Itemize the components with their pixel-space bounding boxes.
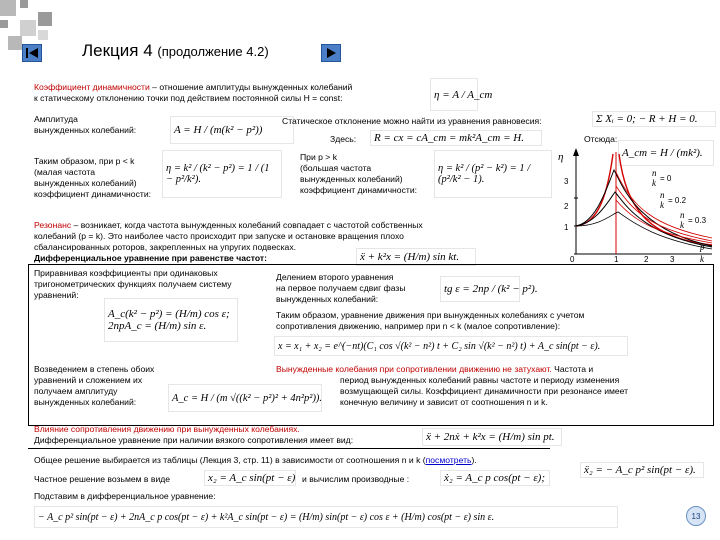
from-label: Отсюда: xyxy=(584,134,618,144)
second-derivative-formula: ẍ₂ = − A_c p² sin(pt − ε). xyxy=(580,462,704,478)
first-derivative-formula: ẋ₂ = A_c p cos(pt − ε); xyxy=(440,470,550,486)
equate-text-2: тригонометрических функциях получаем систему xyxy=(34,279,232,289)
amplitude-damped-formula: A_c = H / (m √((k² − p²)² + 4n²p²)). xyxy=(168,384,322,412)
corner-square xyxy=(8,36,22,50)
phase-shift-formula: tg ε = 2np / (k² − p²). xyxy=(440,276,520,302)
eta-definition-formula: η = A / A_ст xyxy=(430,78,478,111)
corner-square xyxy=(0,0,16,16)
graph-label-n1: n xyxy=(660,190,665,200)
graph-tick-label-y1: 1 xyxy=(564,223,569,232)
resonance-line2: колебаний (p = k). Это наиболее часто происходит при запуске и остановке вращения плохо xyxy=(34,231,404,241)
resonance-line1: Резонанс – возникает, когда частота вынужденных колебаний совпадает с частотой собственных xyxy=(34,220,423,230)
resonance-line3: сбалансированных роторов, закрепленных на упругих подвесках. xyxy=(34,242,297,252)
damped-text-4: конечную величину и зависит от соотношения n и k. xyxy=(340,397,548,407)
skip-back-icon xyxy=(23,45,41,61)
play-forward-icon xyxy=(322,45,340,61)
page-number-badge: 13 xyxy=(686,506,706,526)
viscous-equation: ẍ + 2nẋ + k²x = (H/m) sin pt. xyxy=(422,428,562,446)
square-text-3: получаем амплитуду xyxy=(34,386,118,396)
resonance-graph xyxy=(556,146,718,268)
small-p-text-4: коэффициент динамичности: xyxy=(34,189,152,199)
motion-equation: x = x₁ + x₂ = e^(−nt)(C₁ cos √(k² − n²) t + C₂ sin √(k² − n²) t) + A_c sin(pt − ε). xyxy=(274,336,628,356)
damped-text-3: возмущающей силы. Коэффициент динамичности при резонансе имеет xyxy=(340,386,629,396)
resonance-line4: Дифференциальное уравнение при равенстве частот: xyxy=(34,253,267,263)
graph-label-n1-k: k xyxy=(660,200,664,210)
curve-n-02 xyxy=(576,170,712,246)
influence-title: Влияние сопротивления движению при вынужденных колебаниях. xyxy=(34,424,300,434)
general-solution-text: Общее решение выбирается из таблицы (Лекция 3, стр. 11) в зависимости от соотношения n и k (посмотреть). xyxy=(34,455,477,465)
partial-solution-formula: x₂ = A_c sin(pt − ε) xyxy=(204,470,296,486)
graph-tick-label-y2: 2 xyxy=(564,202,569,211)
graph-tick-label-x0: 0 xyxy=(570,255,575,264)
amplitude-label-2: вынужденных колебаний: xyxy=(34,125,137,135)
small-p-text-2: (малая частота xyxy=(34,167,95,177)
next-button[interactable] xyxy=(321,44,341,62)
curve-n-0 xyxy=(576,154,712,245)
resonance-equation: ẍ + k²x = (H/m) sin kt. xyxy=(356,248,476,266)
square-text-2: уравнений и сложением их xyxy=(34,375,143,385)
substitute-text: Подставим в дифференциальное уравнение: xyxy=(34,491,216,501)
graph-label-n1-value: = 0.2 xyxy=(668,196,687,205)
view-link[interactable]: посмотреть xyxy=(425,455,472,465)
graph-eta-label: η xyxy=(558,151,564,163)
partial-solution-text: Частное решение возьмем в виде xyxy=(34,474,171,484)
large-p-text-2: (большая частота xyxy=(300,163,372,173)
graph-label-n2-k: k xyxy=(680,220,684,230)
substituted-equation: − A_c p² sin(pt − ε) + 2nA_c p cos(pt − ε) + k²A_c sin(pt − ε) = (H/m) sin(pt − ε) cos ε + (H/m) cos(pt − ε) sin ε. xyxy=(34,506,618,528)
motion-text-2: сопротивления движению, например при n < k (малое сопротивление): xyxy=(276,321,561,331)
graph-tick-label-x2: 2 xyxy=(644,255,649,264)
corner-square xyxy=(0,20,8,28)
divide-text-3: вынужденных колебаний: xyxy=(276,294,379,304)
damped-text-2: период вынужденных колебаний равны частоте и периоду изменения xyxy=(340,375,620,385)
divide-text-1: Делением второго уравнения xyxy=(276,272,394,282)
small-p-text-1: Таким образом, при p < k xyxy=(34,156,135,166)
equate-text-3: уравнений: xyxy=(34,290,79,300)
equate-text-1: Приравнивая коэффициенты при одинаковых xyxy=(34,268,218,278)
definition-line2: к статическому отклонению точки под действием постоянной силы H = const: xyxy=(34,93,343,103)
static-deflection-formula: A_ст = H / (mk²). xyxy=(618,140,714,166)
divider xyxy=(28,448,550,449)
corner-square xyxy=(38,12,52,26)
small-p-text-3: вынужденных колебаний) xyxy=(34,178,137,188)
motion-text-1: Таким образом, уравнение движения при вынужденных колебаниях с учетом xyxy=(276,310,585,320)
here-formula: R = cx = cA_ст = mk²A_ст = H. xyxy=(370,130,542,146)
square-text-1: Возведением в степень обоих xyxy=(34,364,155,374)
square-text-4: вынужденных колебаний: xyxy=(34,397,137,407)
here-label: Здесь: xyxy=(330,134,357,144)
graph-label-n0-k: k xyxy=(652,178,656,188)
derivatives-text: и вычислим производные : xyxy=(302,474,410,484)
corner-square xyxy=(38,30,48,40)
system-eq-1: A_c(k² − p²) = (H/m) cos ε; xyxy=(108,308,230,320)
large-p-formula: η = k² / (p² − k²) = 1 / (p²/k² − 1). xyxy=(434,150,552,198)
graph-x-label-den: k xyxy=(700,254,704,264)
damped-text-1: Вынужденные колебания при сопротивлении движению не затухают. Частота и xyxy=(276,364,594,374)
graph-y-arrow xyxy=(573,148,579,156)
corner-square xyxy=(20,20,36,36)
graph-x-label: p xyxy=(700,242,705,252)
lecture-title: Лекция 4 (продолжение 4.2) xyxy=(82,41,269,60)
system-eq-2: 2npA_c = (H/m) sin ε. xyxy=(108,320,207,332)
graph-label-n2: n xyxy=(680,210,685,220)
divide-text-2: на первое получаем сдвиг фазы xyxy=(276,283,406,293)
corner-square xyxy=(20,0,28,8)
large-p-text-1: При p > k xyxy=(300,152,338,162)
graph-label-n2-value: = 0.3 xyxy=(688,216,707,225)
definition-line1: Коэффициент динамичности – отношение амплитуды вынужденных колебаний xyxy=(34,82,353,92)
equilibrium-formula: Σ Xᵢ = 0; − R + H = 0. xyxy=(592,111,716,127)
amplitude-label-1: Амплитуда xyxy=(34,114,78,124)
amplitude-formula: A = H / (m(k² − p²)) xyxy=(170,116,294,144)
graph-tick-label-x3: 3 xyxy=(670,255,675,264)
graph-label-n0: n xyxy=(652,168,657,178)
small-p-formula: η = k² / (k² − p²) = 1 / (1 − p²/k²). xyxy=(162,150,282,198)
graph-tick-label-y3: 3 xyxy=(564,177,569,186)
static-text: Статическое отклонение можно найти из уравнения равновесия: xyxy=(282,116,542,126)
graph-tick-label-x1: 1 xyxy=(614,255,619,264)
large-p-text-4: коэффициент динамичности: xyxy=(300,185,418,195)
influence-text: Дифференциальное уравнение при наличии вязкого сопротивления имеет вид: xyxy=(34,435,354,445)
graph-label-n0-value: = 0 xyxy=(660,174,672,183)
prev-button[interactable] xyxy=(22,44,42,62)
large-p-text-3: вынужденных колебаний) xyxy=(300,174,403,184)
coefficient-system xyxy=(104,298,238,342)
